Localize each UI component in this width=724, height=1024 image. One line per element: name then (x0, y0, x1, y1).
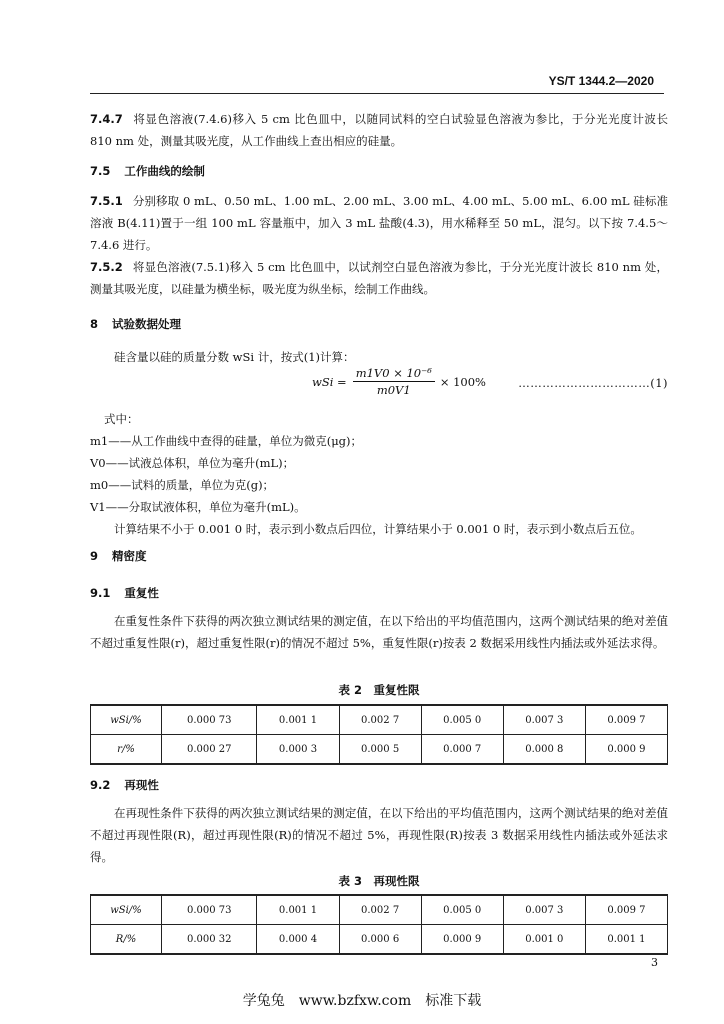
rounding-rule: 计算结果不小于 0.001 0 时，表示到小数点后四位，计算结果小于 0.001 0 时，表示到小数点后五位。 (114, 522, 642, 536)
section-9-1-heading (90, 582, 668, 604)
variable-m1: m1——从工作曲线中查得的硅量，单位为微克(μg)； (90, 434, 363, 448)
variable-definitions (90, 408, 668, 540)
section-number: 7.5 (90, 164, 111, 178)
table-cell: 0.000 6 (339, 925, 421, 955)
formula-expression (312, 366, 486, 397)
section-number: 8 (90, 317, 99, 331)
variable-m0: m0——试料的质量，单位为克(g)； (90, 478, 275, 492)
formula-intro: 硅含量以硅的质量分数 wSi 计，按式(1)计算： (114, 350, 355, 364)
section-title: 试验数据处理 (112, 317, 182, 331)
table-cell: 0.002 7 (339, 705, 421, 735)
formula-denominator: m0V1 (376, 383, 411, 397)
variables-intro: 式中： (104, 412, 139, 426)
clause-text: 将显色溶液(7.5.1)移入 5 cm 比色皿中，以试剂空白显色溶液为参比，于分光光度计波长 810 nm 处，测量其吸光度，以硅量为横坐标，吸光度为纵坐标，绘制工作曲线。 (90, 260, 668, 296)
row-label: wSi/% (91, 895, 162, 925)
section-8-heading (90, 313, 668, 335)
row-label: r/% (91, 735, 162, 765)
section-number: 9.1 (90, 586, 111, 600)
clause-number: 7.4.7 (90, 112, 123, 126)
formula-tail: × 100% (439, 374, 486, 389)
table-cell: 0.000 5 (339, 735, 421, 765)
table-cell: 0.000 7 (421, 735, 503, 765)
table-cell: 0.001 0 (503, 925, 585, 955)
table-cell: 0.001 1 (585, 925, 667, 955)
table-cell: 0.000 4 (257, 925, 339, 955)
table-2-title: 表 2 重复性限 (338, 683, 420, 697)
table-cell: 0.001 1 (257, 705, 339, 735)
table-3-title: 表 3 再现性限 (338, 874, 420, 888)
table-cell: 0.007 3 (503, 895, 585, 925)
section-title: 再现性 (124, 778, 159, 792)
section-title: 精密度 (112, 549, 147, 563)
formula-lhs: wSi = (312, 374, 347, 389)
standard-code: YS/T 1344.2—2020 (548, 74, 654, 88)
section-number: 9 (90, 549, 99, 563)
table-row (91, 895, 668, 925)
clause-7-5-2 (90, 256, 668, 300)
table-cell: 0.007 3 (503, 705, 585, 735)
clause-7-5-1 (90, 190, 668, 256)
watermark-footer: 学兔兔 www.bzfxw.com 标准下载 (242, 993, 482, 1009)
repeatability-table (90, 704, 668, 765)
table-cell: 0.001 1 (257, 895, 339, 925)
table-cell: 0.000 32 (162, 925, 257, 955)
reproducibility-text: 在再现性条件下获得的两次独立测试结果的测定值，在以下给出的平均值范围内，这两个测试结果的绝对差值不超过再现性限(R)，超过再现性限(R)的情况不超过 5%，再现性限(R)按表 3 数据采用线性内插法或外延法求得。 (90, 806, 668, 864)
table-cell: 0.005 0 (421, 705, 503, 735)
variable-v1: V1——分取试液体积，单位为毫升(mL)。 (90, 500, 306, 514)
clause-text: 将显色溶液(7.4.6)移入 5 cm 比色皿中，以随同试料的空白试验显色溶液为参比，于分光光度计波长 810 nm 处，测量其吸光度，从工作曲线上查出相应的硅量。 (90, 112, 668, 148)
table-cell: 0.000 73 (162, 895, 257, 925)
table-cell: 0.000 27 (162, 735, 257, 765)
table-row (91, 705, 668, 735)
table-cell: 0.000 9 (585, 735, 667, 765)
table-row (91, 925, 668, 955)
section-9-heading (90, 545, 668, 567)
clause-number: 7.5.1 (90, 194, 123, 208)
formula-fraction (353, 366, 435, 397)
section-7-5-heading (90, 160, 668, 182)
clause-7-4-7 (90, 108, 668, 152)
page-number: 3 (651, 956, 658, 969)
table-cell: 0.000 73 (162, 705, 257, 735)
section-number: 9.2 (90, 778, 111, 792)
section-title: 工作曲线的绘制 (124, 164, 205, 178)
reproducibility-table (90, 894, 668, 955)
header-rule (90, 93, 664, 94)
clause-number: 7.5.2 (90, 260, 123, 274)
row-label: wSi/% (91, 705, 162, 735)
equation-number: ……………………………(1) (518, 376, 668, 390)
section-9-2-heading (90, 774, 668, 796)
table-cell: 0.000 9 (421, 925, 503, 955)
repeatability-text: 在重复性条件下获得的两次独立测试结果的测定值，在以下给出的平均值范围内，这两个测试结果的绝对差值不超过重复性限(r)，超过重复性限(r)的情况不超过 5%，重复性限(r)按表 2 数据采用线性内插法或外延法求得。 (90, 614, 668, 650)
table-cell: 0.000 8 (503, 735, 585, 765)
section-title: 重复性 (124, 586, 159, 600)
variable-v0: V0——试液总体积，单位为毫升(mL)； (90, 456, 295, 470)
formula-1 (90, 366, 668, 406)
formula-numerator: m1V0 × 10⁻⁶ (353, 366, 435, 382)
table-row (91, 735, 668, 765)
table-cell: 0.005 0 (421, 895, 503, 925)
table-cell: 0.009 7 (585, 705, 667, 735)
row-label: R/% (91, 925, 162, 955)
table-cell: 0.000 3 (257, 735, 339, 765)
clause-text: 分别移取 0 mL、0.50 mL、1.00 mL、2.00 mL、3.00 mL、4.00 mL、5.00 mL、6.00 mL 硅标准溶液 B(4.11)置于一组 100 mL 容量瓶中，加入 3 mL 盐酸(4.3)，用水稀释至 50 mL，混匀。以下按 7.4.5～7.4.6 进行。 (90, 194, 668, 252)
table-cell: 0.002 7 (339, 895, 421, 925)
table-cell: 0.009 7 (585, 895, 667, 925)
